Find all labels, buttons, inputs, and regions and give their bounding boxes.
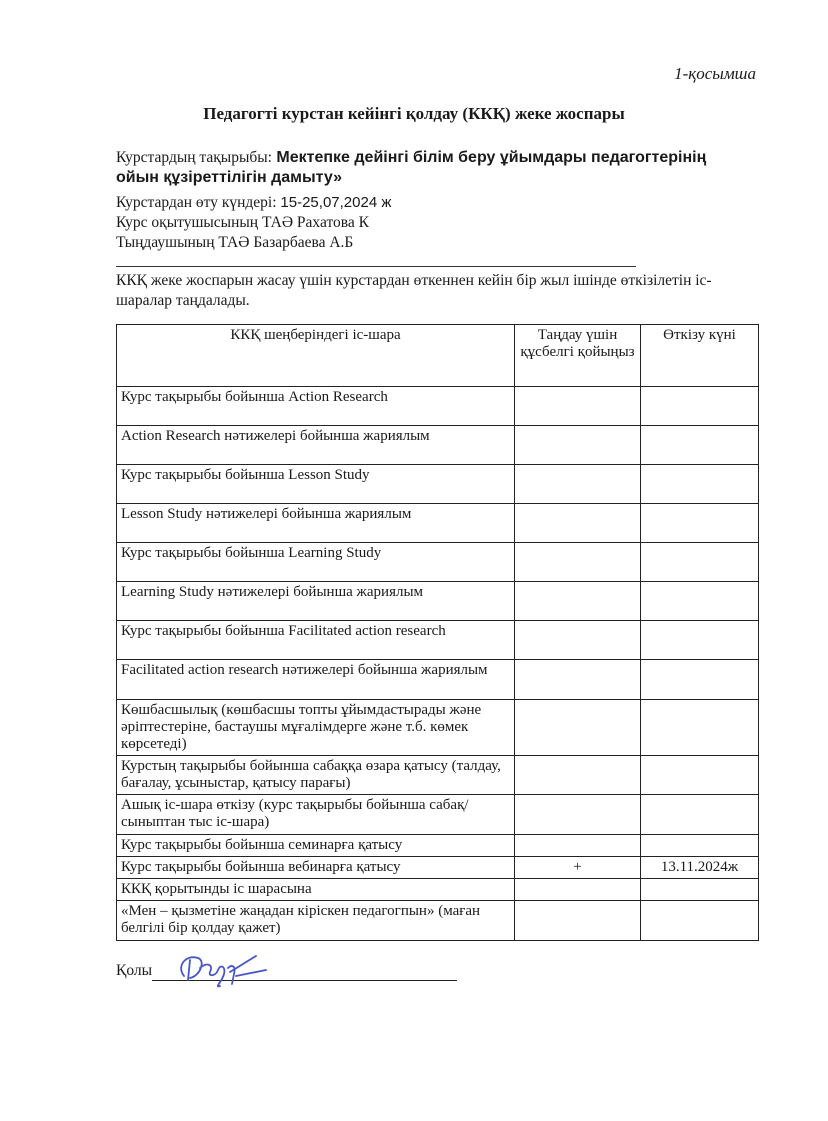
date-cell[interactable] bbox=[641, 901, 759, 941]
select-cell[interactable] bbox=[515, 387, 641, 426]
activity-cell: Lesson Study нәтижелері бойынша жариялым bbox=[117, 504, 515, 543]
select-cell[interactable] bbox=[515, 582, 641, 621]
header-activity: ККҚ шеңберіндегі іс-шара bbox=[117, 325, 515, 387]
select-cell[interactable] bbox=[515, 621, 641, 660]
activity-cell: Курс тақырыбы бойынша Action Research bbox=[117, 387, 515, 426]
dates-value: 15-25,07,2024 ж bbox=[280, 194, 392, 211]
date-cell[interactable] bbox=[641, 756, 759, 795]
date-cell[interactable] bbox=[641, 504, 759, 543]
table-row bbox=[117, 660, 759, 700]
activity-cell: Action Research нәтижелері бойынша жариялым bbox=[117, 426, 515, 465]
table-header-row bbox=[117, 325, 759, 387]
instruction-note: ККҚ жеке жоспарын жасау үшін курстардан өткеннен кейін бір жыл ішінде өткізілетін іс-шаралар таңдалады. bbox=[116, 272, 712, 309]
topic-value-line2: ойын құзіреттілігін дамыту» bbox=[116, 169, 343, 186]
activity-cell: Курс тақырыбы бойынша вебинарға қатысу bbox=[117, 857, 515, 879]
table-row bbox=[117, 543, 759, 582]
annex-label: 1-қосымша bbox=[674, 64, 756, 83]
table-row bbox=[117, 901, 759, 941]
course-info bbox=[116, 148, 766, 253]
table-row bbox=[117, 700, 759, 756]
activity-cell: Көшбасшылық (көшбасшы топты ұйымдастырады және әріптестеріне, бастаушы мұғалімдерге және т.б. көмек көрсетеді) bbox=[117, 700, 515, 756]
activity-cell: Ашық іс-шара өткізу (курс тақырыбы бойынша сабақ/ сыныптан тыс іс-шара) bbox=[117, 795, 515, 835]
table-row bbox=[117, 426, 759, 465]
select-cell[interactable] bbox=[515, 901, 641, 941]
dates-label: Курстардан өту күндері: bbox=[116, 194, 281, 211]
table-row bbox=[117, 582, 759, 621]
select-cell[interactable] bbox=[515, 660, 641, 700]
select-cell[interactable] bbox=[515, 426, 641, 465]
table-row bbox=[117, 465, 759, 504]
dates-line bbox=[116, 193, 766, 213]
listener-line: Тыңдаушының ТАӘ Базарбаева А.Б bbox=[116, 234, 354, 251]
date-cell[interactable] bbox=[641, 543, 759, 582]
activity-cell: Курс тақырыбы бойынша Learning Study bbox=[117, 543, 515, 582]
activity-cell: Курс тақырыбы бойынша семинарға қатысу bbox=[117, 835, 515, 857]
select-cell[interactable] bbox=[515, 756, 641, 795]
topic-line-2 bbox=[116, 168, 766, 188]
activity-cell: Курстың тақырыбы бойынша сабаққа өзара қатысу (талдау, бағалау, ұсыныстар, қатысу парағы) bbox=[117, 756, 515, 795]
date-cell[interactable] bbox=[641, 465, 759, 504]
document-title: Педагогті курстан кейінгі қолдау (ККҚ) жеке жоспары bbox=[203, 104, 625, 123]
topic-value-line1: Мектепке дейінгі білім беру ұйымдары педагогтерінің bbox=[271, 149, 707, 166]
activity-cell: Курс тақырыбы бойынша Facilitated action research bbox=[117, 621, 515, 660]
activities-table bbox=[116, 324, 759, 941]
date-cell[interactable] bbox=[641, 879, 759, 901]
activity-cell: Learning Study нәтижелері бойынша жариялым bbox=[117, 582, 515, 621]
select-cell[interactable] bbox=[515, 504, 641, 543]
select-cell[interactable] bbox=[515, 835, 641, 857]
select-cell[interactable] bbox=[515, 700, 641, 756]
date-cell[interactable] bbox=[641, 795, 759, 835]
table-row bbox=[117, 756, 759, 795]
date-cell[interactable] bbox=[641, 700, 759, 756]
table-row bbox=[117, 857, 759, 879]
table-row bbox=[117, 387, 759, 426]
table-row bbox=[117, 795, 759, 835]
topic-label: Курстардың тақырыбы: bbox=[116, 149, 272, 166]
date-cell[interactable]: 13.11.2024ж bbox=[641, 857, 759, 879]
separator-line bbox=[116, 266, 636, 267]
activity-cell: Курс тақырыбы бойынша Lesson Study bbox=[117, 465, 515, 504]
instructor-line: Курс оқытушысының ТАӘ Рахатова К bbox=[116, 214, 369, 231]
select-cell[interactable]: + bbox=[515, 857, 641, 879]
table-row bbox=[117, 504, 759, 543]
select-cell[interactable] bbox=[515, 879, 641, 901]
date-cell[interactable] bbox=[641, 621, 759, 660]
header-select: Таңдау үшін құсбелгі қойыңыз bbox=[515, 325, 641, 387]
select-cell[interactable] bbox=[515, 465, 641, 504]
activity-cell: Facilitated action research нәтижелері бойынша жариялым bbox=[117, 660, 515, 700]
date-cell[interactable] bbox=[641, 582, 759, 621]
activity-cell: ККҚ қорытынды іс шарасына bbox=[117, 879, 515, 901]
select-cell[interactable] bbox=[515, 543, 641, 582]
signature-label: Қолы bbox=[116, 962, 153, 979]
table-row bbox=[117, 621, 759, 660]
date-cell[interactable] bbox=[641, 426, 759, 465]
header-date: Өткізу күні bbox=[641, 325, 759, 387]
handwritten-signature bbox=[170, 946, 270, 992]
activity-cell: «Мен – қызметіне жаңадан кіріскен педагогпын» (маған белгілі бір қолдау қажет) bbox=[117, 901, 515, 941]
date-cell[interactable] bbox=[641, 835, 759, 857]
date-cell[interactable] bbox=[641, 660, 759, 700]
table-row bbox=[117, 835, 759, 857]
date-cell[interactable] bbox=[641, 387, 759, 426]
select-cell[interactable] bbox=[515, 795, 641, 835]
topic-line bbox=[116, 148, 766, 168]
table-row bbox=[117, 879, 759, 901]
